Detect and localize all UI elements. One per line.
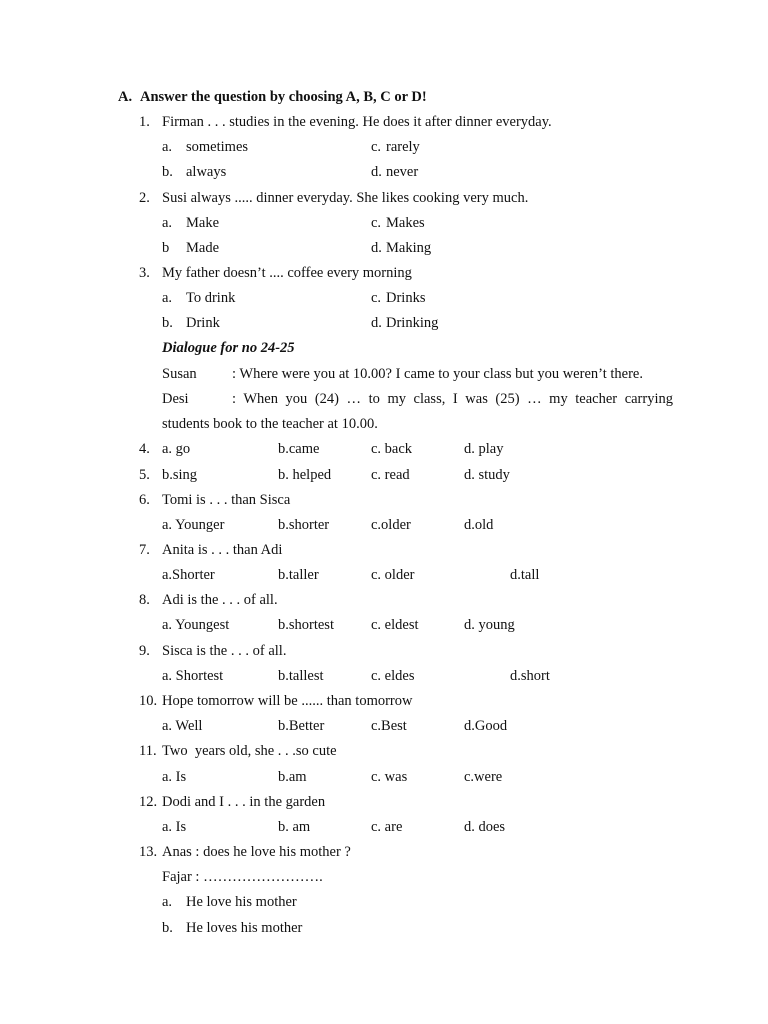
question-number: 9. xyxy=(139,643,150,659)
option-key: a. xyxy=(162,139,173,155)
option: a. go xyxy=(162,441,191,457)
option: a. Is xyxy=(162,819,187,835)
option-text: Drinking xyxy=(386,315,439,331)
option: c.were xyxy=(464,769,503,785)
option: b.tallest xyxy=(278,668,324,684)
option: a. Shortest xyxy=(162,668,224,684)
question-text: Sisca is the . . . of all. xyxy=(162,643,287,659)
question-number: 2. xyxy=(139,190,150,206)
option-key: b. xyxy=(162,920,173,936)
option: b.Better xyxy=(278,718,325,734)
option-text: Made xyxy=(186,240,220,256)
option: b. helped xyxy=(278,467,332,483)
question-text: Anita is . . . than Adi xyxy=(162,542,283,558)
dialogue-heading: Dialogue for no 24-25 xyxy=(162,340,295,356)
option: c.older xyxy=(371,517,411,533)
option: c. eldest xyxy=(371,617,419,633)
question-text: Two years old, she . . .so cute xyxy=(162,743,337,759)
option-key: c. xyxy=(371,139,382,155)
option-text: always xyxy=(186,164,227,180)
option-text: Makes xyxy=(386,215,425,231)
option: a. Is xyxy=(162,769,187,785)
option: a. Well xyxy=(162,718,203,734)
option-key: a. xyxy=(162,894,173,910)
option: b.shorter xyxy=(278,517,330,533)
dialogue-speaker: Susan xyxy=(162,366,197,382)
option-text: Drinks xyxy=(386,290,426,306)
option-text: To drink xyxy=(186,290,236,306)
question-text: Anas : does he love his mother ? xyxy=(162,844,351,860)
question-number: 10. xyxy=(139,693,158,709)
option-text: He loves his mother xyxy=(186,920,303,936)
dialogue-speaker: Desi xyxy=(162,391,189,407)
option: c. older xyxy=(371,567,415,583)
question-text: Firman . . . studies in the evening. He does it after dinner everyday. xyxy=(162,114,552,130)
option-key: d. xyxy=(371,164,382,180)
question-text: Adi is the . . . of all. xyxy=(162,592,278,608)
option: d.old xyxy=(464,517,494,533)
option-key: c. xyxy=(371,215,382,231)
question-text: Dodi and I . . . in the garden xyxy=(162,794,326,810)
question-number: 4. xyxy=(139,441,150,457)
dialogue-line: students book to the teacher at 10.00. xyxy=(162,416,378,432)
option: c. back xyxy=(371,441,413,457)
section-title: Answer the question by choosing A, B, C or D! xyxy=(140,89,427,105)
option: b.sing xyxy=(162,467,198,483)
option-text: sometimes xyxy=(186,139,249,155)
section-letter: A. xyxy=(118,89,133,105)
option: b.taller xyxy=(278,567,319,583)
option: d. young xyxy=(464,617,515,633)
option: a.Shorter xyxy=(162,567,215,583)
question-text: Tomi is . . . than Sisca xyxy=(162,492,291,508)
option-key: d. xyxy=(371,315,382,331)
question-text: My father doesn’t .... coffee every morning xyxy=(162,265,412,281)
option: d. play xyxy=(464,441,504,457)
option: c. eldes xyxy=(371,668,415,684)
option-text: rarely xyxy=(386,139,420,155)
option-key: b xyxy=(162,240,170,256)
question-number: 6. xyxy=(139,492,150,508)
question-number: 5. xyxy=(139,467,150,483)
option: a. Youngest xyxy=(162,617,230,633)
question-text: Susi always ..... dinner everyday. She likes cooking very much. xyxy=(162,190,529,206)
question-number: 12. xyxy=(139,794,158,810)
option: c.Best xyxy=(371,718,407,734)
option-text: Making xyxy=(386,240,432,256)
option-text: He love his mother xyxy=(186,894,297,910)
option-key: d. xyxy=(371,240,382,256)
answer-blank: Fajar : ……………………. xyxy=(162,869,323,885)
option: a. Younger xyxy=(162,517,225,533)
option-text: Make xyxy=(186,215,220,231)
option: b.shortest xyxy=(278,617,334,633)
question-number: 8. xyxy=(139,592,150,608)
question-text: Hope tomorrow will be ...... than tomorrow xyxy=(162,693,413,709)
option-key: b. xyxy=(162,164,173,180)
option-key: a. xyxy=(162,290,173,306)
dialogue-line: : Where were you at 10.00? I came to your class but you weren’t there. xyxy=(232,366,643,382)
option: c. was xyxy=(371,769,408,785)
option-key: b. xyxy=(162,315,173,331)
option-key: a. xyxy=(162,215,173,231)
option: d.tall xyxy=(510,567,540,583)
question-number: 3. xyxy=(139,265,150,281)
question-number: 7. xyxy=(139,542,150,558)
question-number: 11. xyxy=(139,743,157,759)
option: b.came xyxy=(278,441,320,457)
option: c. read xyxy=(371,467,410,483)
option: d.Good xyxy=(464,718,508,734)
option: b. am xyxy=(278,819,311,835)
question-number: 13. xyxy=(139,844,158,860)
option: d.short xyxy=(510,668,550,684)
option-text: never xyxy=(386,164,419,180)
option-key: c. xyxy=(371,290,382,306)
option: d. study xyxy=(464,467,510,483)
question-number: 1. xyxy=(139,114,150,130)
dialogue-line: : When you (24) … to my class, I was (25) … my teacher carrying xyxy=(232,391,673,407)
option: c. are xyxy=(371,819,403,835)
option: d. does xyxy=(464,819,506,835)
option-text: Drink xyxy=(186,315,220,331)
option: b.am xyxy=(278,769,307,785)
